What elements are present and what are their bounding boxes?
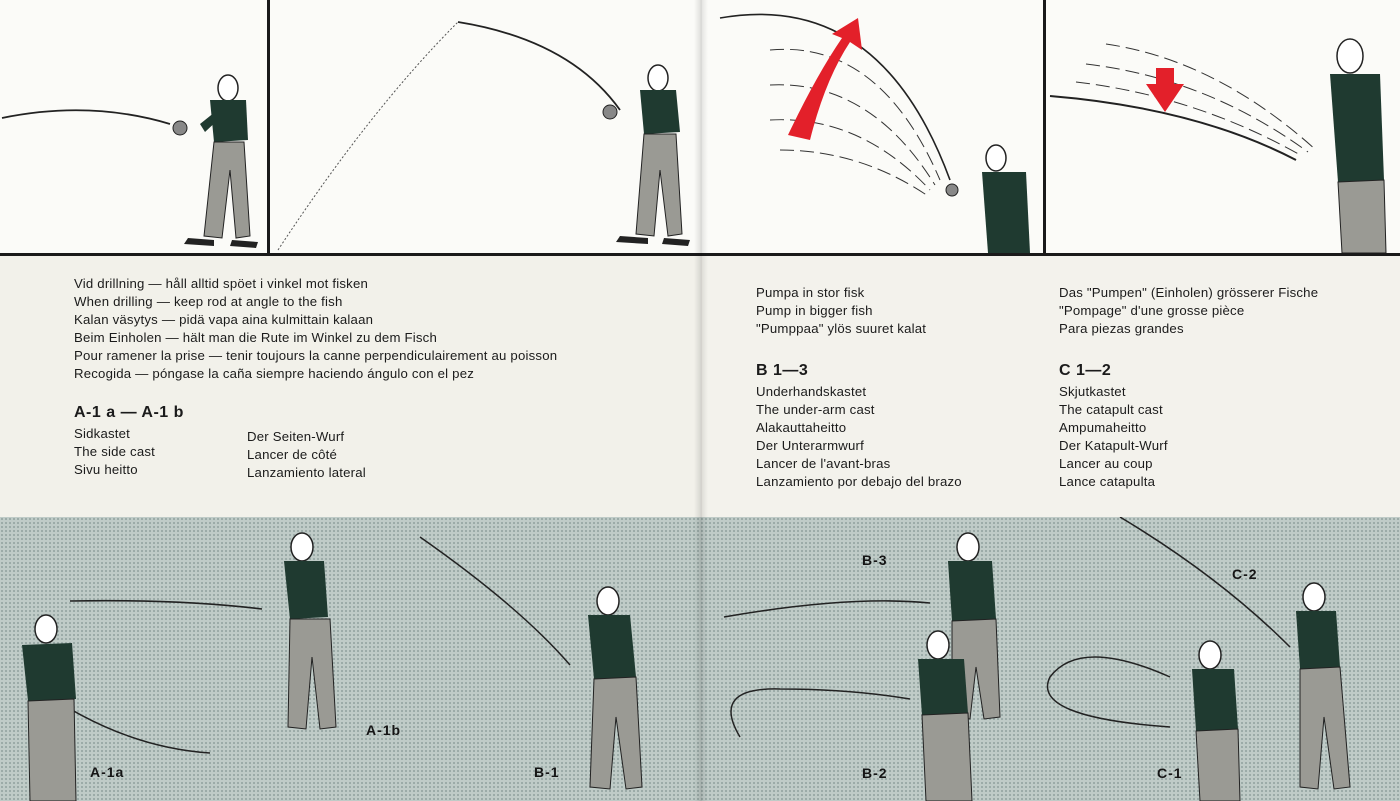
section-a-line: Lancer de côté xyxy=(247,447,338,462)
drilling-line-en: When drilling — keep rod at angle to the fish xyxy=(74,294,343,309)
page-rule xyxy=(700,253,1400,256)
pump-line: "Pompage" d'une grosse pièce xyxy=(1059,303,1245,318)
drilling-line-fr: Pour ramener la prise — tenir toujours la canne perpendiculairement au poisson xyxy=(74,348,558,363)
drilling-line-fi: Kalan väsytys — pidä vapa aina kulmittain kalaan xyxy=(74,312,374,327)
page-rule xyxy=(0,253,700,256)
figure-label-a1a: A-1a xyxy=(90,764,125,780)
section-a-line: Sivu heitto xyxy=(74,462,138,477)
figure-label-b3: B-3 xyxy=(862,552,888,568)
angler-drawing-1 xyxy=(0,0,267,253)
illustration-panel-pump-down xyxy=(1046,0,1400,253)
side-cast-drawings xyxy=(0,517,700,801)
section-b-heading: B 1—3 xyxy=(756,362,809,379)
section-b-line: The under-arm cast xyxy=(756,402,875,417)
illustration-panel-rod-raised xyxy=(270,0,700,253)
section-c-line: Der Katapult-Wurf xyxy=(1059,438,1168,453)
pump-line: "Pumppaa" ylös suuret kalat xyxy=(756,321,927,336)
pump-line: Pumpa in stor fisk xyxy=(756,285,865,300)
drilling-line-sv: Vid drillning — håll alltid spöet i vinkel mot fisken xyxy=(74,276,369,291)
section-a-line: Lanzamiento lateral xyxy=(247,465,366,480)
pump-line: Das "Pumpen" (Einholen) grösserer Fische xyxy=(1059,285,1319,300)
section-a-col2 xyxy=(247,428,366,482)
section-a-line: The side cast xyxy=(74,444,156,459)
figure-label-a1b: A-1b xyxy=(366,722,402,738)
figure-label-c2: C-2 xyxy=(1232,566,1258,582)
figure-label-b1: B-1 xyxy=(534,764,560,780)
illustration-panel-rod-horizontal xyxy=(0,0,267,253)
book-gutter xyxy=(694,0,708,801)
pump-text-col2 xyxy=(1059,284,1318,491)
section-c-line: Lancer au coup xyxy=(1059,456,1153,471)
section-b-line: Alakauttaheitto xyxy=(756,420,847,435)
section-a xyxy=(74,404,184,479)
illustration-band-side-cast xyxy=(0,517,700,801)
right-page xyxy=(700,0,1400,801)
section-b-line: Underhandskastet xyxy=(756,384,867,399)
section-c-heading: C 1—2 xyxy=(1059,362,1112,379)
pump-line: Pump in bigger fish xyxy=(756,303,873,318)
pump-text-col1 xyxy=(756,284,962,491)
pump-down-drawing xyxy=(1046,0,1400,253)
section-c-line: Skjutkastet xyxy=(1059,384,1126,399)
pump-up-drawing xyxy=(700,0,1043,253)
drilling-instructions xyxy=(74,275,557,383)
section-c-line: Lance catapulta xyxy=(1059,474,1156,489)
section-c-line: The catapult cast xyxy=(1059,402,1163,417)
angler-drawing-2 xyxy=(270,0,700,253)
section-b-line: Lancer de l'avant-bras xyxy=(756,456,891,471)
underarm-catapult-drawings xyxy=(700,517,1400,801)
section-b-line: Lanzamiento por debajo del brazo xyxy=(756,474,962,489)
section-a-line: Der Seiten-Wurf xyxy=(247,429,345,444)
figure-label-c1: C-1 xyxy=(1157,765,1183,781)
illustration-band-underarm-catapult xyxy=(700,517,1400,801)
illustration-panel-pump-up xyxy=(700,0,1043,253)
section-a-line: Sidkastet xyxy=(74,426,131,441)
drilling-line-es: Recogida — póngase la caña siempre haciendo ángulo con el pez xyxy=(74,366,475,381)
section-c-line: Ampumaheitto xyxy=(1059,420,1147,435)
section-b-line: Der Unterarmwurf xyxy=(756,438,864,453)
section-a-heading: A-1 a — A-1 b xyxy=(74,404,184,421)
drilling-line-de: Beim Einholen — hält man die Rute im Winkel zu dem Fisch xyxy=(74,330,438,345)
figure-label-b2: B-2 xyxy=(862,765,888,781)
pump-line: Para piezas grandes xyxy=(1059,321,1184,336)
